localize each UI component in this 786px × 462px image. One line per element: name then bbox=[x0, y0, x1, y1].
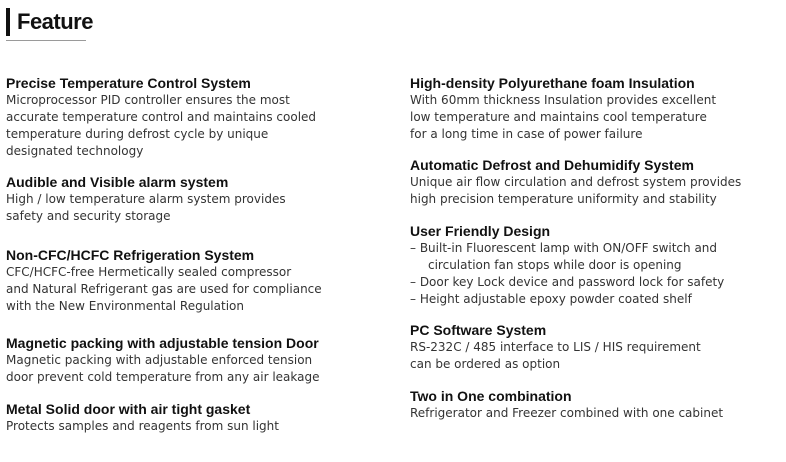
feature-description: High / low temperature alarm system provides safety and security storage bbox=[6, 192, 286, 223]
list-item: – Height adjustable epoxy powder coated shelf bbox=[410, 292, 692, 306]
feature-description: RS-232C / 485 interface to LIS / HIS requirement can be ordered as option bbox=[410, 340, 701, 371]
feature-title: User Friendly Design bbox=[410, 223, 551, 239]
feature-bullet-list bbox=[410, 240, 782, 308]
feature-defrost-system bbox=[410, 157, 782, 208]
section-heading bbox=[6, 8, 93, 36]
heading-accent-bar bbox=[6, 8, 10, 36]
feature-temperature-control bbox=[6, 75, 386, 160]
feature-insulation bbox=[410, 75, 782, 143]
feature-title: Audible and Visible alarm system bbox=[6, 174, 229, 190]
feature-alarm-system bbox=[6, 174, 386, 225]
feature-title: Automatic Defrost and Dehumidify System bbox=[410, 157, 694, 173]
feature-pc-software bbox=[410, 322, 782, 373]
heading-title: Feature bbox=[17, 9, 93, 34]
feature-title: High-density Polyurethane foam Insulation bbox=[410, 75, 695, 91]
feature-description: Microprocessor PID controller ensures the most accurate temperature control and maintains cooled temperature during defrost cycle by unique designated technology bbox=[6, 93, 317, 158]
feature-title: Precise Temperature Control System bbox=[6, 75, 251, 91]
feature-user-friendly-design bbox=[410, 223, 782, 308]
feature-title: Metal Solid door with air tight gasket bbox=[6, 401, 251, 417]
feature-two-in-one bbox=[410, 388, 782, 422]
feature-metal-door bbox=[6, 401, 386, 435]
feature-description: Protects samples and reagents from sun light bbox=[6, 419, 279, 433]
list-item: – Door key Lock device and password lock for safety bbox=[410, 275, 725, 289]
feature-refrigeration-system bbox=[6, 247, 386, 315]
feature-description: With 60mm thickness Insulation provides excellent low temperature and maintains cool temperature for a long time in case of power failure bbox=[410, 93, 717, 141]
feature-description: Unique air flow circulation and defrost system provides high precision temperature uniformity and stability bbox=[410, 175, 742, 206]
feature-title: Magnetic packing with adjustable tension Door bbox=[6, 335, 319, 351]
feature-magnetic-packing bbox=[6, 335, 386, 386]
heading-underline bbox=[6, 40, 86, 41]
feature-title: PC Software System bbox=[410, 322, 547, 338]
feature-description: Magnetic packing with adjustable enforced tension door prevent cold temperature from any air leakage bbox=[6, 353, 320, 384]
list-item: – Built-in Fluorescent lamp with ON/OFF switch and circulation fan stops while door is opening bbox=[410, 241, 718, 272]
feature-title: Non-CFC/HCFC Refrigeration System bbox=[6, 247, 255, 263]
feature-description: CFC/HCFC-free Hermetically sealed compressor and Natural Refrigerant gas are used for compliance with the New Environmental Regulation bbox=[6, 265, 322, 313]
feature-title: Two in One combination bbox=[410, 388, 572, 404]
feature-description: Refrigerator and Freezer combined with one cabinet bbox=[410, 406, 724, 420]
